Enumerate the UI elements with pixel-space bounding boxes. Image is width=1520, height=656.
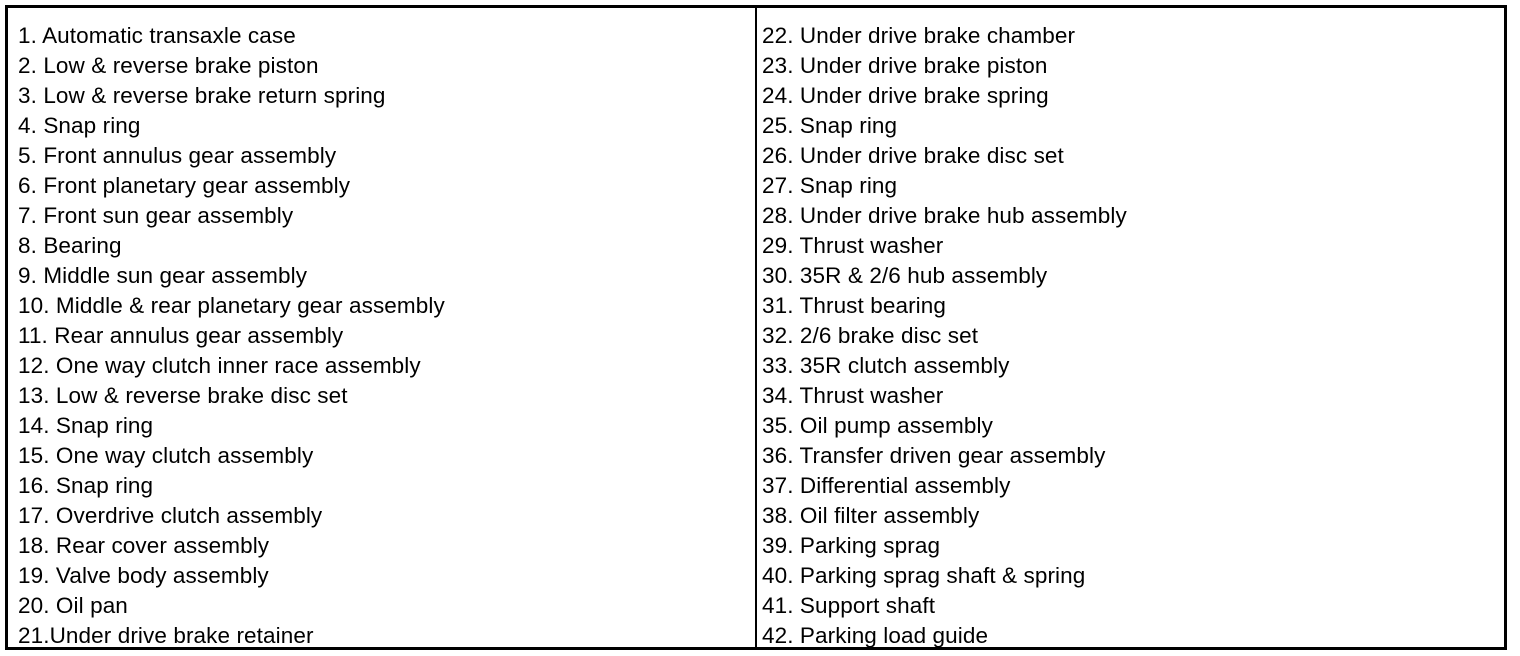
legend-item: 31. Thrust bearing bbox=[762, 293, 946, 318]
legend-left-list bbox=[18, 21, 755, 651]
parts-legend-table bbox=[5, 5, 1507, 650]
legend-item: 19. Valve body assembly bbox=[18, 563, 269, 588]
legend-left-column bbox=[8, 8, 757, 647]
legend-item: 3. Low & reverse brake return spring bbox=[18, 83, 386, 108]
legend-item: 35. Oil pump assembly bbox=[762, 413, 993, 438]
legend-item: 42. Parking load guide bbox=[762, 623, 989, 648]
legend-item: 25. Snap ring bbox=[762, 113, 898, 138]
legend-item: 1. Automatic transaxle case bbox=[18, 23, 296, 48]
legend-item: 27. Snap ring bbox=[762, 173, 898, 198]
legend-item: 24. Under drive brake spring bbox=[762, 83, 1049, 108]
legend-item: 14. Snap ring bbox=[18, 413, 154, 438]
legend-item: 41. Support shaft bbox=[762, 593, 936, 618]
legend-item: 23. Under drive brake piston bbox=[762, 53, 1048, 78]
legend-item: 17. Overdrive clutch assembly bbox=[18, 503, 323, 528]
legend-item: 8. Bearing bbox=[18, 233, 122, 258]
legend-right-list bbox=[762, 21, 1504, 651]
legend-item: 29. Thrust washer bbox=[762, 233, 944, 258]
legend-item: 33. 35R clutch assembly bbox=[762, 353, 1010, 378]
legend-item: 10. Middle & rear planetary gear assembly bbox=[18, 293, 445, 318]
legend-item: 32. 2/6 brake disc set bbox=[762, 323, 979, 348]
legend-item: 36. Transfer driven gear assembly bbox=[762, 443, 1106, 468]
legend-item: 9. Middle sun gear assembly bbox=[18, 263, 308, 288]
legend-item: 6. Front planetary gear assembly bbox=[18, 173, 351, 198]
legend-item: 37. Differential assembly bbox=[762, 473, 1011, 498]
legend-item: 30. 35R & 2/6 hub assembly bbox=[762, 263, 1048, 288]
legend-item: 26. Under drive brake disc set bbox=[762, 143, 1064, 168]
legend-item: 16. Snap ring bbox=[18, 473, 154, 498]
legend-right-column bbox=[757, 8, 1504, 647]
legend-item: 15. One way clutch assembly bbox=[18, 443, 314, 468]
legend-item: 11. Rear annulus gear assembly bbox=[18, 323, 344, 348]
legend-item: 22. Under drive brake chamber bbox=[762, 23, 1076, 48]
legend-item: 34. Thrust washer bbox=[762, 383, 944, 408]
legend-item: 2. Low & reverse brake piston bbox=[18, 53, 319, 78]
legend-item: 13. Low & reverse brake disc set bbox=[18, 383, 348, 408]
legend-item: 21.Under drive brake retainer bbox=[18, 623, 314, 648]
legend-item: 4. Snap ring bbox=[18, 113, 141, 138]
legend-item: 7. Front sun gear assembly bbox=[18, 203, 294, 228]
legend-item: 20. Oil pan bbox=[18, 593, 128, 618]
legend-item: 38. Oil filter assembly bbox=[762, 503, 980, 528]
legend-item: 39. Parking sprag bbox=[762, 533, 941, 558]
legend-item: 5. Front annulus gear assembly bbox=[18, 143, 337, 168]
legend-item: 18. Rear cover assembly bbox=[18, 533, 270, 558]
legend-item: 28. Under drive brake hub assembly bbox=[762, 203, 1127, 228]
legend-item: 40. Parking sprag shaft & spring bbox=[762, 563, 1086, 588]
legend-item: 12. One way clutch inner race assembly bbox=[18, 353, 421, 378]
